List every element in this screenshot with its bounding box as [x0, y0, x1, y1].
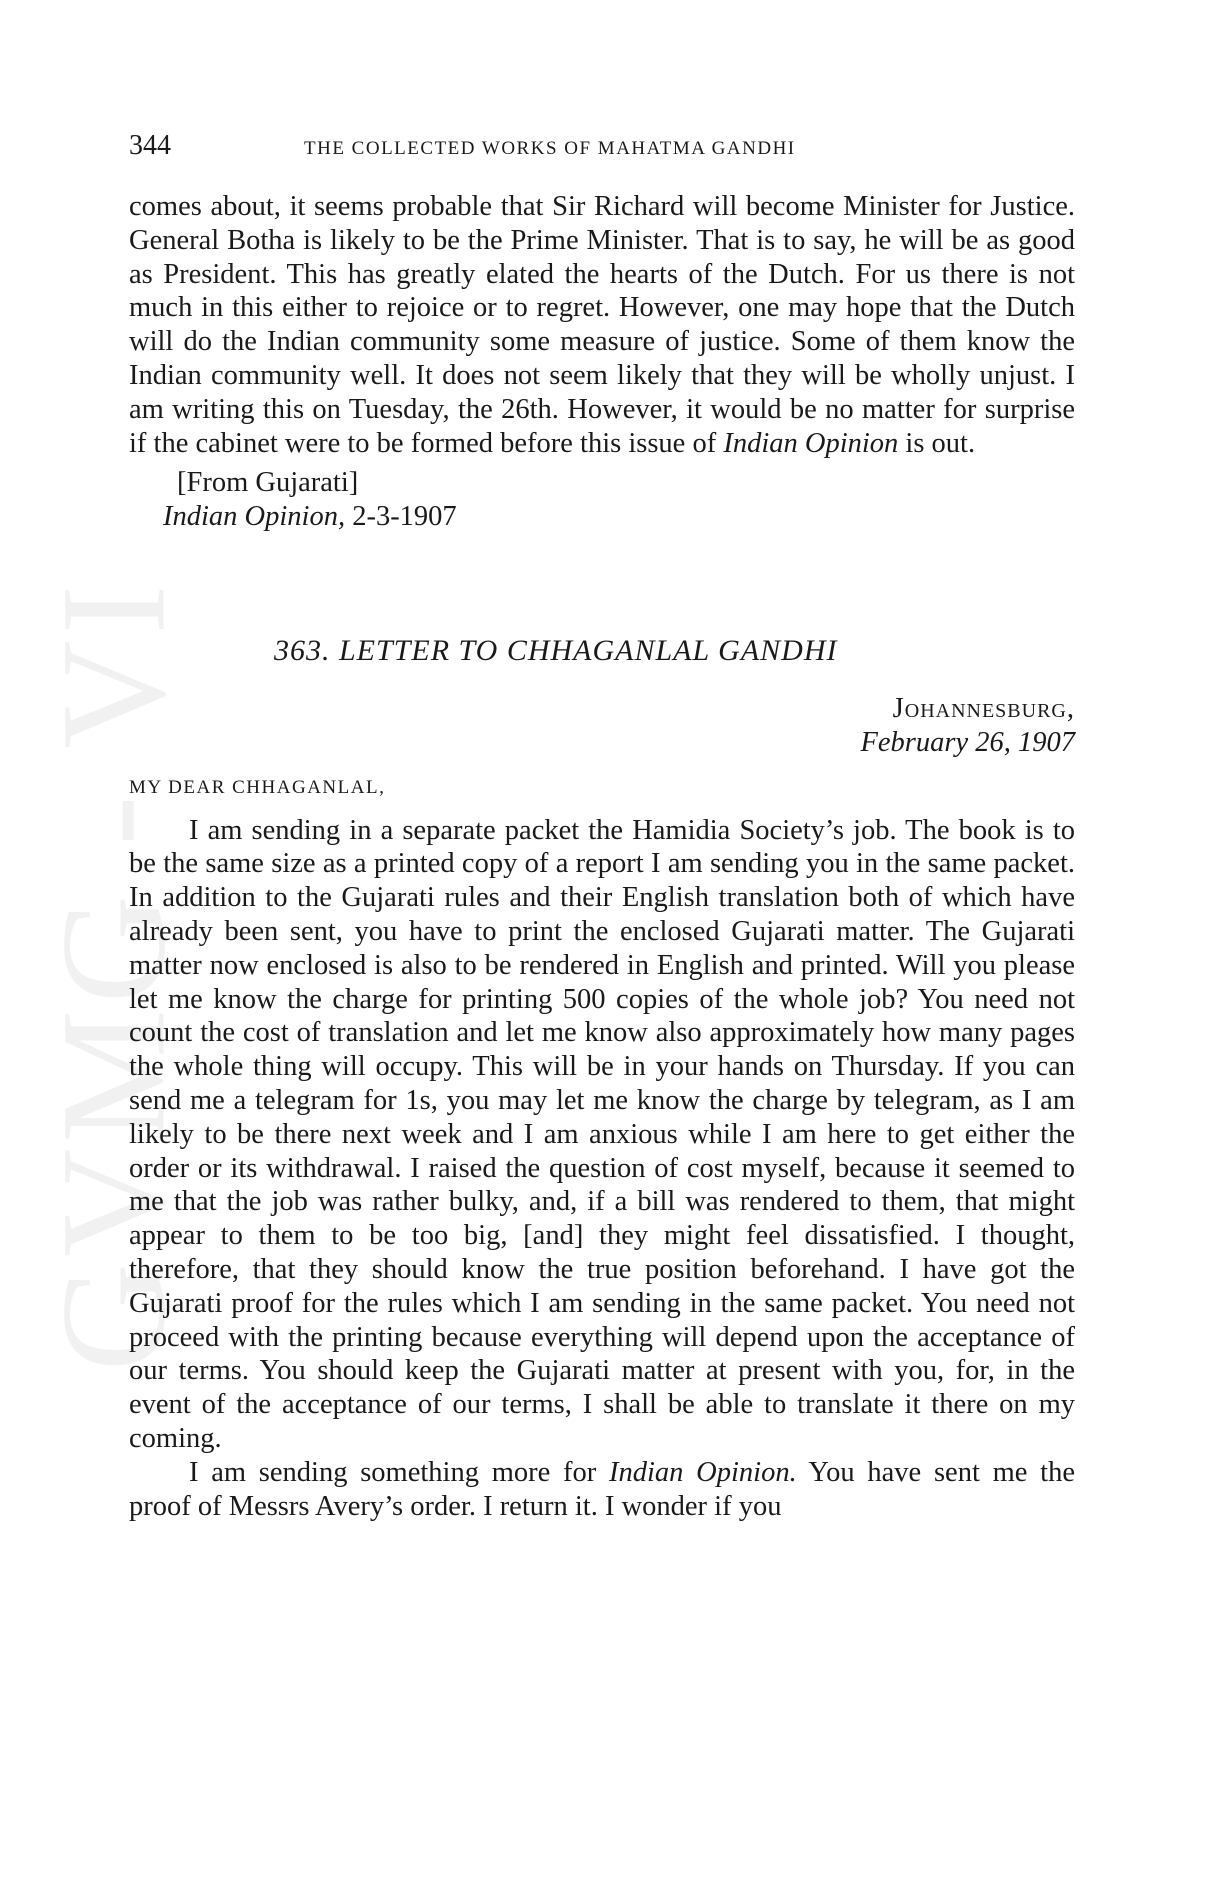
letter-paragraph-2-italic: Indian Opinion.	[609, 1456, 797, 1488]
citation-title: Indian Opinion,	[163, 501, 346, 533]
letter-paragraph-2	[129, 1456, 1075, 1524]
previous-article-paragraph	[129, 190, 1075, 460]
watermark-text: GVMG - VI	[30, 578, 196, 1372]
letter-date: February 26, 1907	[860, 726, 1075, 758]
citation-date: 2-3-1907	[352, 501, 457, 533]
source-note: [From Gujarati]	[177, 467, 359, 499]
running-head	[129, 130, 1075, 170]
letter-paragraph-2-text: I am sending something more for	[189, 1456, 597, 1488]
citation	[163, 500, 1075, 534]
previous-article-text-end: is out.	[905, 427, 976, 459]
letter-salutation: MY DEAR CHHAGANLAL,	[129, 776, 386, 798]
letter-place-date	[129, 692, 1075, 760]
previous-article-text: comes about, it seems probable that Sir Richard will become Minister for Justice. General Botha is likely to be the Prime Minister. That is to say, he will be as good as President. This has greatly elated the hearts of the Dutch. For us there is not much in this either to rejoice or to regret. However, one may hope that the Dutch will do the Indian community some measure of justice. Some of them know the Indian community well. It does not seem likely that they will be wholly unjust. I am writing this on Tuesday, the 26th. However, it would be no matter for surprise if the cabinet were to be formed before this issue of	[129, 191, 1075, 459]
letter-body	[129, 814, 1075, 1524]
previous-article-italic: Indian Opinion	[723, 427, 899, 459]
letter-place: Johannesburg,	[892, 692, 1075, 724]
book-page	[129, 130, 1075, 1523]
running-head-title: THE COLLECTED WORKS OF MAHATMA GANDHI	[304, 138, 796, 159]
letter-paragraph-2-text-end: You have sent me the proof of Messrs Avery’s order. I return it. I wonder if you	[129, 1456, 1075, 1522]
page-number: 344	[129, 130, 171, 161]
letter-title: 363. LETTER TO CHHAGANLAL GANDHI	[274, 633, 838, 667]
letter-paragraph-1: I am sending in a separate packet the Hamidia Society’s job. The book is to be the same size as a printed copy of a report I am sending you in the same packet. In addition to the Gujarati rules and their English translation both of which have already been sent, you have to print the enclosed Gujarati matter. The Gujarati matter now enclosed is also to be rendered in English and printed. Will you please let me know the charge for printing 500 copies of the whole job? You need not count the cost of translation and let me know also approximately how many pages the whole thing will occupy. This will be in your hands on Thursday. If you can send me a telegram for 1s, you may let me know the charge by telegram, as I am likely to be there next week and I am anxious while I am here to get either the order or its withdrawal. I raised the question of cost myself, because it seemed to me that the job was rather bulky, and, if a bill was rendered to them, that might appear to them to be too big, [and] they might feel dissatisfied. I thought, therefore, that they should know the true position beforehand. I have got the Gujarati proof for the rules which I am sending in the same packet. You need not proceed with the printing because everything will depend upon the acceptance of our terms. You should keep the Gujarati matter at present with you, for, in the event of the acceptance of our terms, I shall be able to translate it there on my coming.	[129, 814, 1075, 1454]
